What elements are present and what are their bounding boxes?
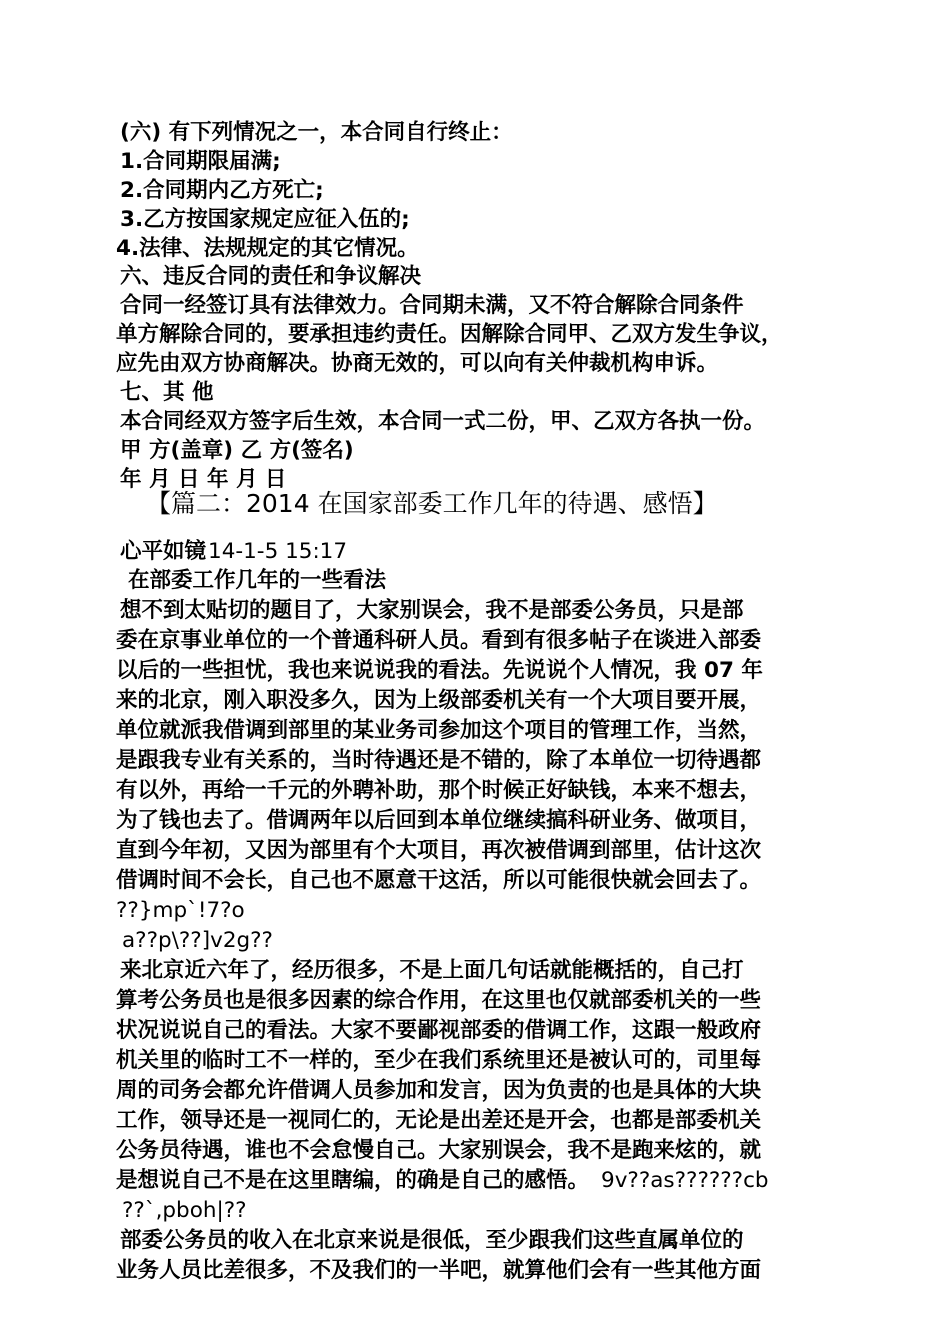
paragraph-line: 业务人员比差很多，不及我们的一半吧，就算他们会有一些其他方面 <box>116 1258 762 1283</box>
clause-6-heading: (六) 有下列情况之一，本合同自行终止： <box>120 120 513 145</box>
section-heading: 【篇二：2014 在国家部委工作几年的待遇、感悟】 <box>146 489 718 518</box>
paragraph-line: 应先由双方协商解决。协商无效的，可以向有关仲裁机构申诉。 <box>116 351 719 376</box>
paragraph-line: 本合同经双方签字后生效，本合同一式二份，甲、乙双方各执一份。 <box>120 409 766 434</box>
garbled-text: ??`,pboh|?? <box>122 1198 247 1223</box>
paragraph-line: 为了钱也去了。借调两年以后回到本单位继续搞科研业务、做项目， <box>116 808 762 833</box>
paragraph-line: 有以外，再给一千元的外聘补助，那个时候正好缺钱，本来不想去， <box>116 778 762 803</box>
paragraph-line: 来的北京，刚入职没多久，因为上级部委机关有一个大项目要开展， <box>116 688 762 713</box>
paragraph-line: 合同一经签订具有法律效力。合同期未满，又不符合解除合同条件 <box>120 293 744 318</box>
paragraph-line: 机关里的临时工不一样的，至少在我们系统里还是被认可的，司里每 <box>116 1048 762 1073</box>
garbled-text: 9v??as??????cb <box>601 1168 769 1193</box>
post-title: 在部委工作几年的一些看法 <box>128 568 387 593</box>
date-line: 年 月 日 年 月 日 <box>120 467 287 492</box>
clause-item-4: 4.法律、法规规定的其它情况。 <box>116 236 419 261</box>
garbled-text: a??p\??]v2g?? <box>122 928 273 953</box>
paragraph-line: 以后的一些担忧，我也来说说我的看法。先说说个人情况，我 07 年 <box>116 658 763 683</box>
clause-item-3: 3.乙方按国家规定应征入伍的; <box>120 207 410 232</box>
paragraph-line: 状况说说自己的看法。大家不要鄙视部委的借调工作，这跟一般政府 <box>116 1018 762 1043</box>
post-meta <box>120 537 347 566</box>
paragraph-line: 工作，领导还是一视同仁的，无论是出差还是开会，也都是部委机关 <box>116 1108 762 1133</box>
paragraph-line: 委在京事业单位的一个普通科研人员。看到有很多帖子在谈进入部委 <box>116 628 762 653</box>
paragraph-line <box>116 1166 769 1195</box>
section-6-heading: 六、违反合同的责任和争议解决 <box>120 264 422 289</box>
signature-line: 甲 方(盖章) 乙 方(签名) <box>120 438 354 463</box>
paragraph-line: 想不到太贴切的题目了，大家别误会，我不是部委公务员，只是部 <box>120 598 744 623</box>
clause-item-2: 2.合同期内乙方死亡; <box>120 178 324 203</box>
post-author: 心平如镜 <box>120 539 207 564</box>
post-time: 14-1-5 15:17 <box>208 539 348 564</box>
paragraph-line: 单位就派我借调到部里的某业务司参加这个项目的管理工作，当然， <box>116 718 762 743</box>
paragraph-line: 直到今年初，又因为部里有个大项目，再次被借调到部里，估计这次 <box>116 838 762 863</box>
paragraph-line: 部委公务员的收入在北京来说是很低，至少跟我们这些直属单位的 <box>120 1228 744 1253</box>
paragraph-line: 周的司务会都允许借调人员参加和发言，因为负责的也是具体的大块 <box>116 1078 762 1103</box>
paragraph-line: 借调时间不会长，自己也不愿意干这活，所以可能很快就会回去了。 <box>116 868 762 893</box>
clause-item-1: 1.合同期限届满; <box>120 149 281 174</box>
paragraph-line: 是跟我专业有关系的，当时待遇还是不错的，除了本单位一切待遇都 <box>116 748 762 773</box>
paragraph-line: 来北京近六年了，经历很多，不是上面几句话就能概括的，自己打 <box>120 958 744 983</box>
paragraph-line: 单方解除合同的，要承担违约责任。因解除合同甲、乙双方发生争议， <box>116 322 783 347</box>
paragraph-line: 算考公务员也是很多因素的综合作用，在这里也仅就部委机关的一些 <box>116 988 762 1013</box>
garbled-text: ??}mp`!7?o <box>116 898 245 923</box>
paragraph-line: 公务员待遇，谁也不会怠慢自己。大家别误会，我不是跑来炫的，就 <box>116 1138 762 1163</box>
paragraph-text: 是想说自己不是在这里瞎编，的确是自己的感悟。 <box>116 1168 590 1193</box>
section-7-heading: 七、其 他 <box>120 380 214 405</box>
